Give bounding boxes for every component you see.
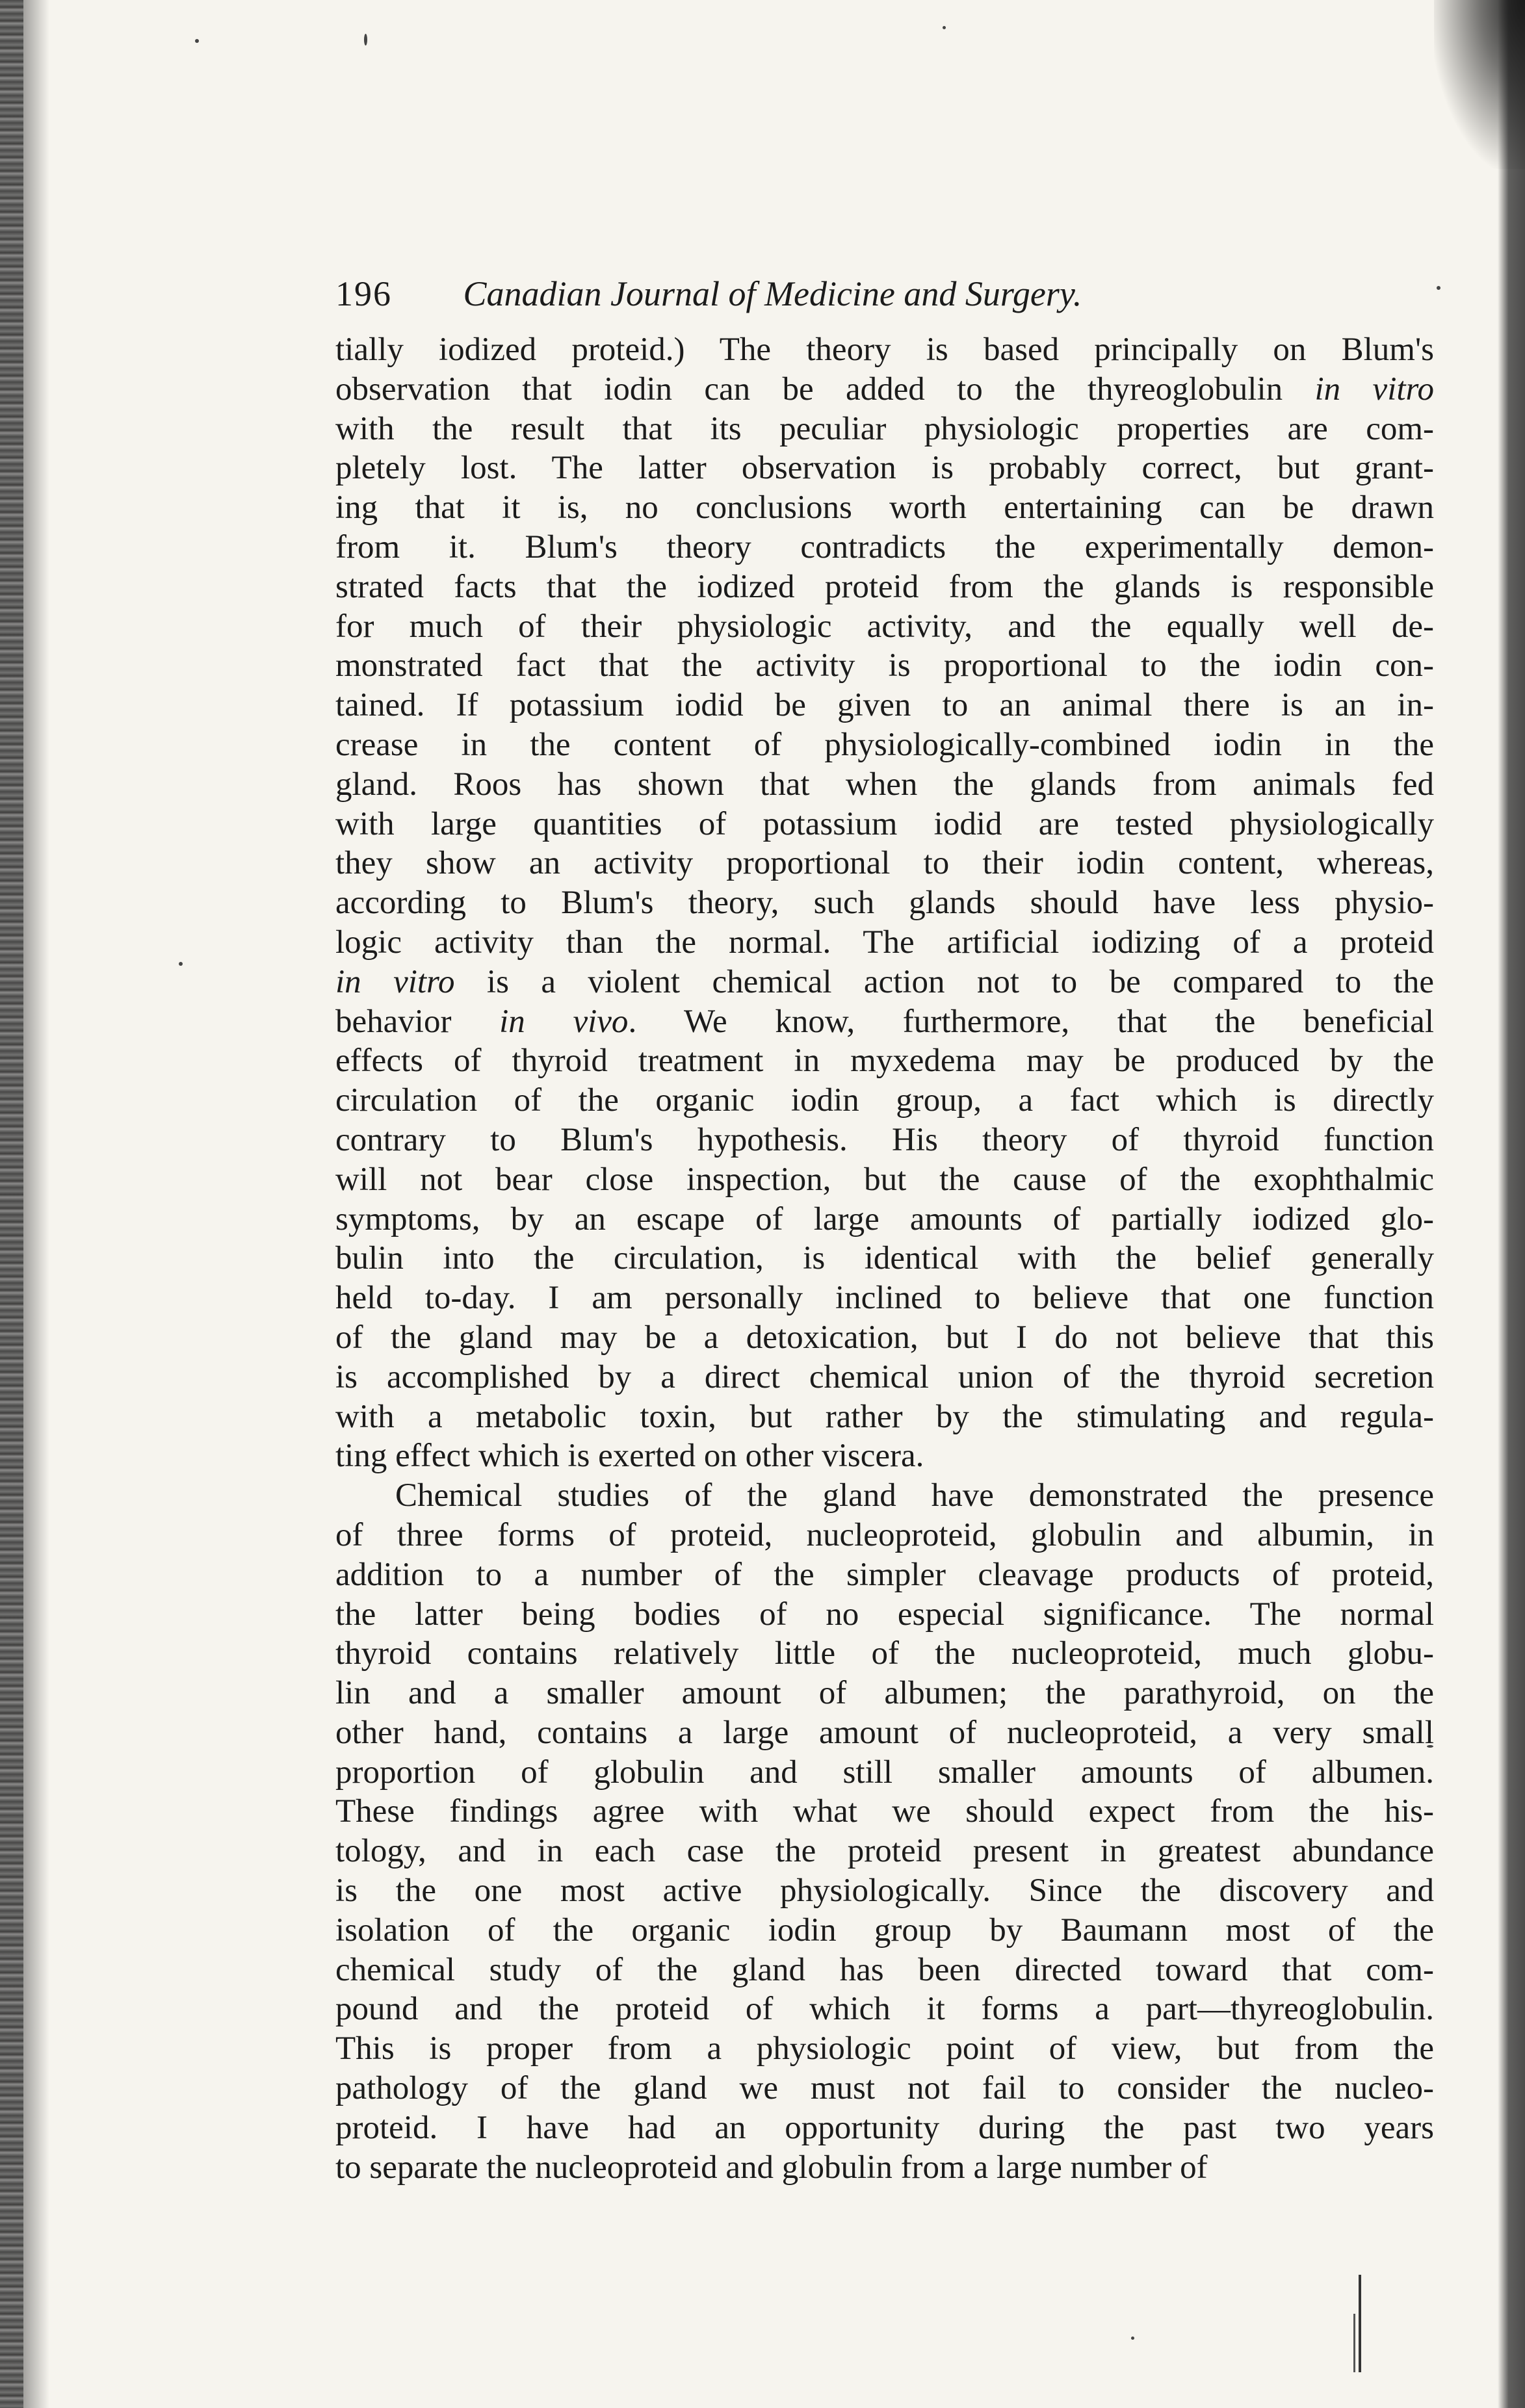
text-line: is accomplished by a direct chemical union of the thyroid secretion bbox=[335, 1358, 1434, 1395]
page-header bbox=[335, 268, 1453, 320]
top-right-corner-shadow bbox=[1434, 0, 1525, 169]
text-line: of the gland may be a detoxication, but I do not believe that this bbox=[335, 1319, 1434, 1356]
text-line: from it. Blum's theory contradicts the experimentally demon- bbox=[335, 528, 1434, 565]
text-line: chemical study of the gland has been directed toward that com- bbox=[335, 1951, 1434, 1988]
text-line: symptoms, by an escape of large amounts of partially iodized glo- bbox=[335, 1200, 1434, 1237]
text-line: of three forms of proteid, nucleoproteid, globulin and albumin, in bbox=[335, 1516, 1434, 1553]
text-line: logic activity than the normal. The artificial iodizing of a proteid bbox=[335, 924, 1434, 961]
text-line: contrary to Blum's hypothesis. His theory of thyroid function bbox=[335, 1121, 1434, 1158]
text-line: other hand, contains a large amount of nucleoproteid, a very small bbox=[335, 1714, 1434, 1751]
right-binding-edge bbox=[1498, 0, 1525, 2408]
text-line: This is proper from a physiologic point of view, but from the bbox=[335, 2030, 1434, 2067]
text-line: monstrated fact that the activity is proportional to the iodin con- bbox=[335, 647, 1434, 684]
scan-margin-mark bbox=[1359, 2275, 1361, 2372]
text-line: Chemical studies of the gland have demonstrated the presence bbox=[395, 1477, 1434, 1514]
scan-speck bbox=[195, 39, 199, 43]
text-line: circulation of the organic iodin group, a fact which is directly bbox=[335, 1082, 1434, 1119]
paragraph bbox=[335, 330, 1434, 1476]
text-line: with the result that its peculiar physiologic properties are com- bbox=[335, 410, 1434, 447]
scan-margin-mark bbox=[1353, 2314, 1355, 2372]
scan-speck bbox=[179, 962, 183, 966]
text-line: pathology of the gland we must not fail to consider the nucleo- bbox=[335, 2070, 1434, 2107]
page-number: 196 bbox=[335, 274, 392, 313]
text-line: with large quantities of potassium iodid are tested physiologically bbox=[335, 805, 1434, 842]
left-binding-edge bbox=[0, 0, 23, 2408]
text-line: the latter being bodies of no especial significance. The normal bbox=[335, 1596, 1434, 1633]
text-line: proteid. I have had an opportunity during the past two years bbox=[335, 2109, 1434, 2146]
text-line: pletely lost. The latter observation is probably correct, but grant- bbox=[335, 450, 1434, 487]
text-line: tained. If potassium iodid be given to an animal there is an in- bbox=[335, 687, 1434, 724]
scan-speck bbox=[364, 34, 367, 45]
text-line: lin and a smaller amount of albumen; the parathyroid, on the bbox=[335, 1675, 1434, 1712]
text-line: thyroid contains relatively little of the nucleoproteid, much globu- bbox=[335, 1635, 1434, 1672]
scan-speck bbox=[1131, 2337, 1134, 2340]
text-line: held to-day. I am personally inclined to believe that one function bbox=[335, 1280, 1434, 1317]
text-line: tially iodized proteid.) The theory is based principally on Blum's bbox=[335, 331, 1434, 368]
left-binding-shadow bbox=[23, 0, 49, 2408]
text-line: for much of their physiologic activity, and the equally well de- bbox=[335, 608, 1434, 645]
scan-speck bbox=[943, 26, 946, 29]
text-line: according to Blum's theory, such glands should have less physio- bbox=[335, 885, 1434, 922]
text-line: in vitro is a violent chemical action not to be compared to the bbox=[335, 963, 1434, 1000]
text-line: addition to a number of the simpler cleavage products of proteid, bbox=[335, 1556, 1434, 1593]
text-line: they show an activity proportional to their iodin content, whereas, bbox=[335, 845, 1434, 882]
text-line: observation that iodin can be added to the thyreoglobulin in vitro bbox=[335, 370, 1434, 408]
text-line: strated facts that the iodized proteid from the glands is responsible bbox=[335, 568, 1434, 605]
text-line: ting effect which is exerted on other viscera. bbox=[335, 1438, 924, 1475]
paragraph bbox=[335, 1476, 1434, 2187]
text-line: will not bear close inspection, but the cause of the exophthalmic bbox=[335, 1161, 1434, 1198]
text-line: with a metabolic toxin, but rather by the stimulating and regula- bbox=[335, 1398, 1434, 1435]
body-text bbox=[335, 330, 1434, 2187]
text-line: crease in the content of physiologically-combined iodin in the bbox=[335, 726, 1434, 763]
text-line: bulin into the circulation, is identical with the belief generally bbox=[335, 1240, 1434, 1277]
text-line: is the one most active physiologically. Since the discovery and bbox=[335, 1872, 1434, 1910]
text-line: isolation of the organic iodin group by Baumann most of the bbox=[335, 1911, 1434, 1948]
text-line: These findings agree with what we should expect from the his- bbox=[335, 1793, 1434, 1830]
text-line: pound and the proteid of which it forms a part—thyreoglobulin. bbox=[335, 1991, 1434, 2028]
text-line: to separate the nucleoproteid and globulin from a large number of bbox=[335, 2149, 1208, 2186]
text-line: effects of thyroid treatment in myxedema may be produced by the bbox=[335, 1042, 1434, 1080]
running-title: Canadian Journal of Medicine and Surgery. bbox=[463, 274, 1082, 313]
text-line: tology, and in each case the proteid present in greatest abundance bbox=[335, 1833, 1434, 1870]
text-line: behavior in vivo. We know, furthermore, that the beneficial bbox=[335, 1003, 1434, 1040]
text-line: gland. Roos has shown that when the glands from animals fed bbox=[335, 766, 1434, 803]
text-line: ing that it is, no conclusions worth entertaining can be drawn bbox=[335, 489, 1434, 526]
text-line: proportion of globulin and still smaller amounts of albumen. bbox=[335, 1754, 1434, 1791]
